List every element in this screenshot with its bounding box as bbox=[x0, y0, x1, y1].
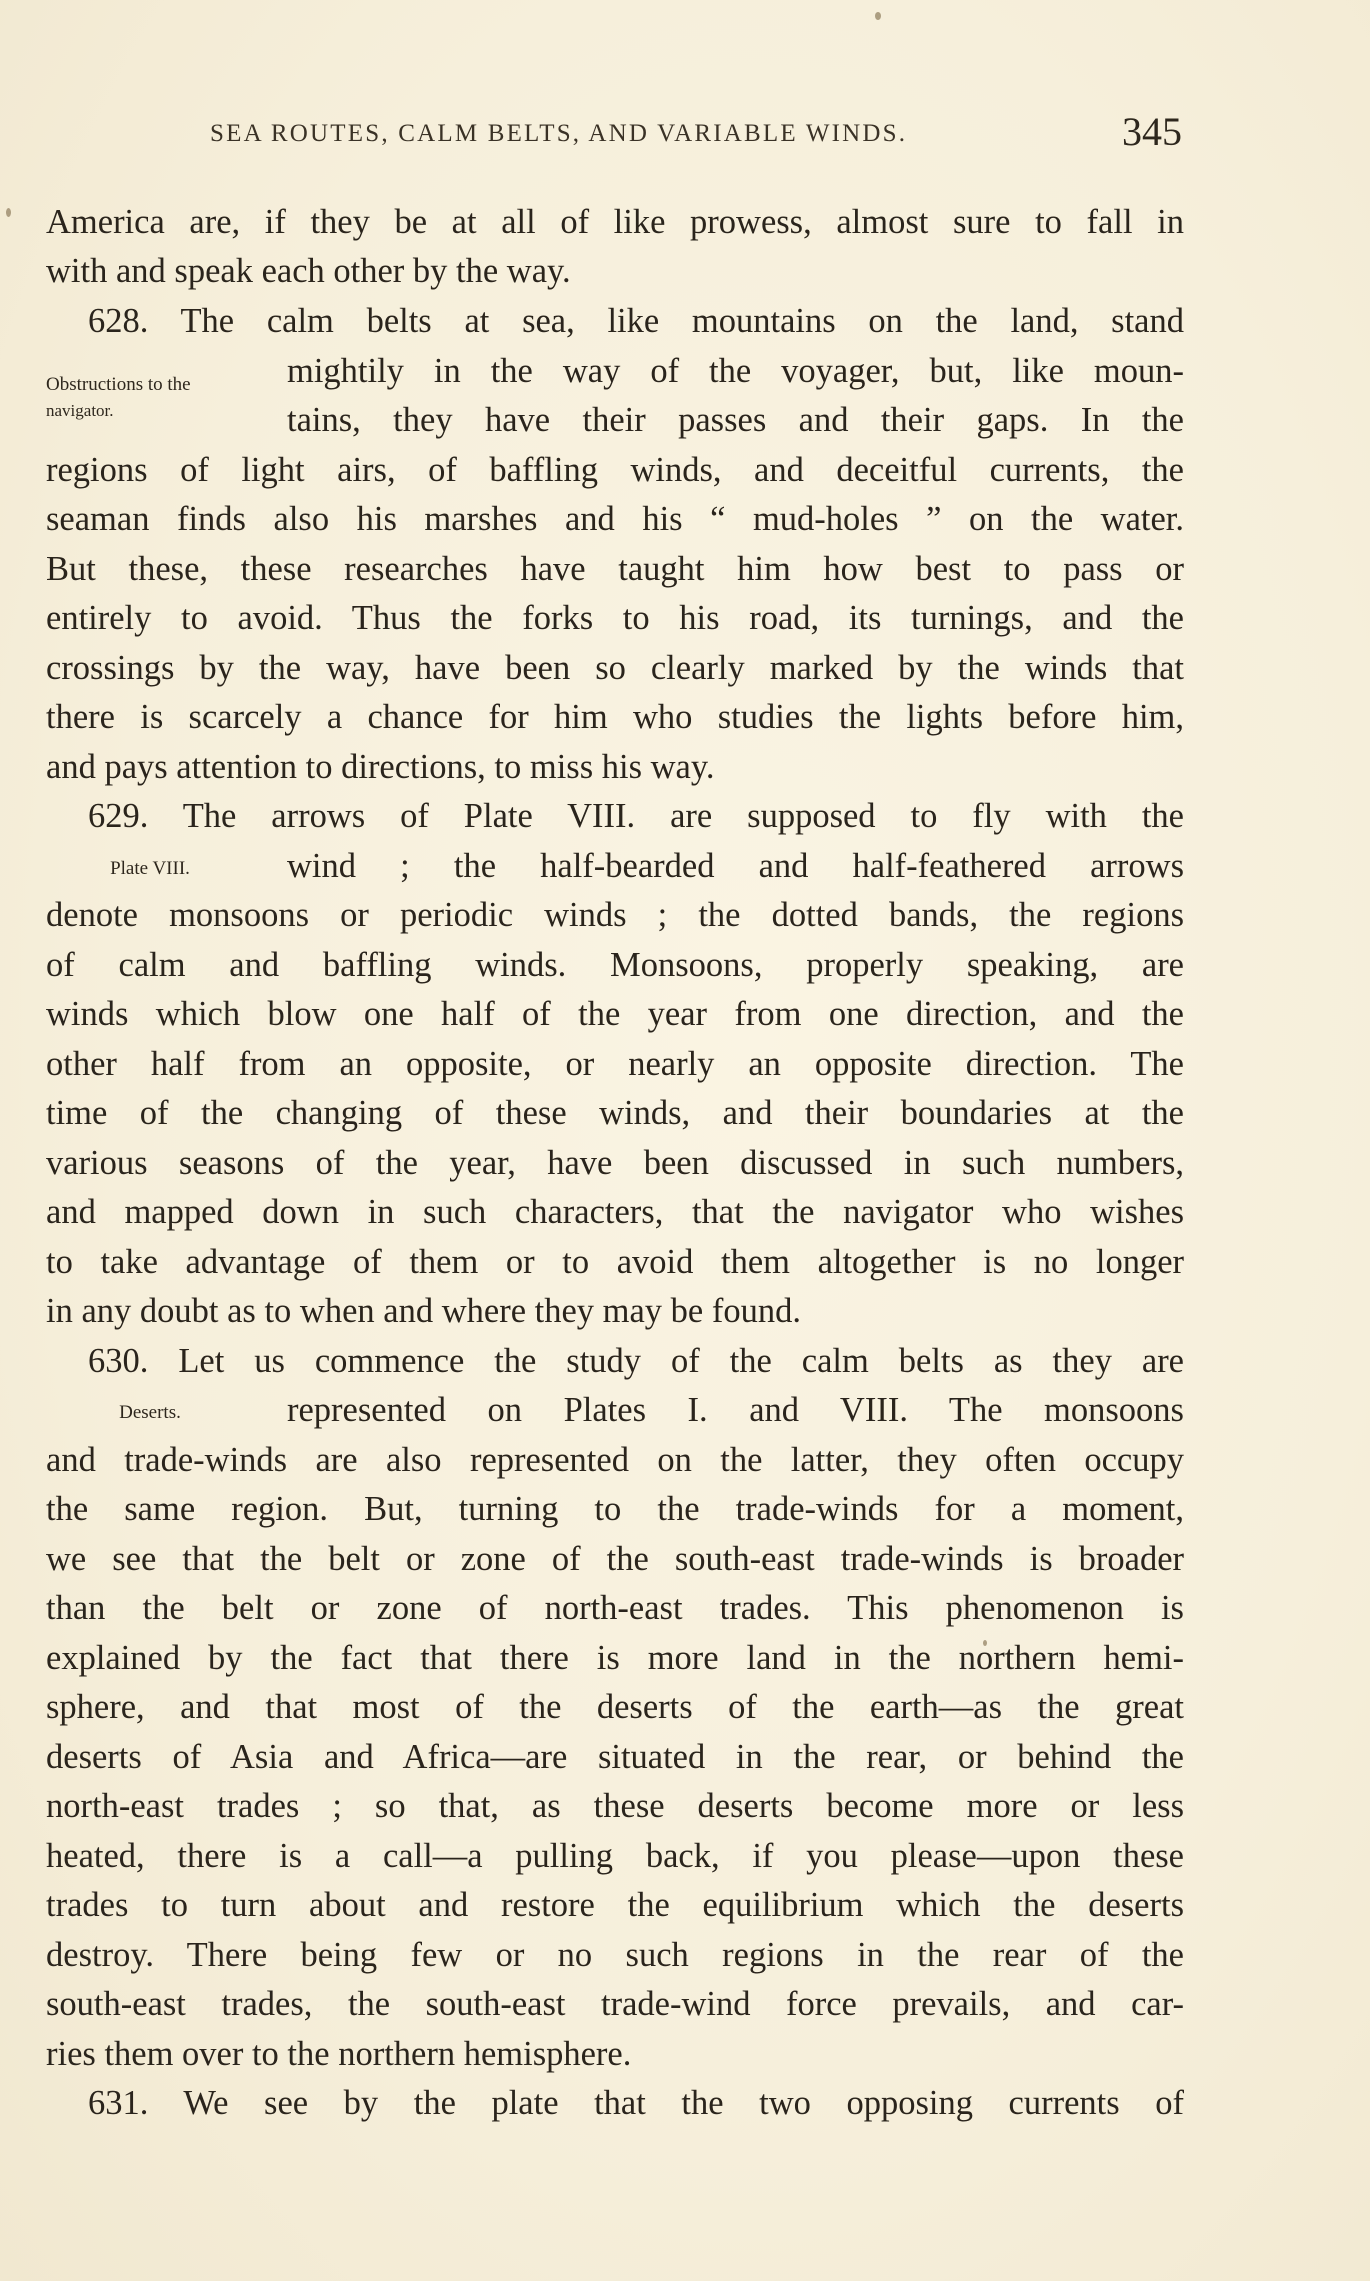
text-line: time of the changing of these winds, and their boundaries at the bbox=[46, 1094, 1184, 1132]
text-line: other half from an opposite, or nearly an opposite direction. The bbox=[46, 1045, 1184, 1083]
side-note-obstructions: Obstructions to the bbox=[46, 374, 191, 395]
text-line: 631. We see by the plate that the two opposing currents of bbox=[88, 2084, 1184, 2122]
text-line: and pays attention to directions, to miss his way. bbox=[46, 748, 715, 786]
ink-speck bbox=[875, 12, 881, 20]
text-line: entirely to avoid. Thus the forks to his road, its turnings, and the bbox=[46, 599, 1184, 637]
text-line: denote monsoons or periodic winds ; the dotted bands, the regions bbox=[46, 896, 1184, 934]
text-line: wind ; the half-bearded and half-feathered arrows bbox=[287, 847, 1184, 885]
text-line: than the belt or zone of north-east trades. This phenomenon is bbox=[46, 1589, 1184, 1627]
text-line: tains, they have their passes and their gaps. In the bbox=[287, 401, 1184, 439]
text-line: heated, there is a call—a pulling back, if you please—upon these bbox=[46, 1837, 1184, 1875]
running-head: SEA ROUTES, CALM BELTS, AND VARIABLE WINDS. bbox=[210, 120, 908, 147]
text-line: 630. Let us commence the study of the calm belts as they are bbox=[88, 1342, 1184, 1380]
text-line: to take advantage of them or to avoid them altogether is no longer bbox=[46, 1243, 1184, 1281]
text-line: in any doubt as to when and where they may be found. bbox=[46, 1292, 801, 1330]
text-line: deserts of Asia and Africa—are situated in the rear, or behind the bbox=[46, 1738, 1184, 1776]
page-number: 345 bbox=[1122, 109, 1182, 154]
text-line: and trade-winds are also represented on the latter, they often occupy bbox=[46, 1441, 1184, 1479]
text-line: various seasons of the year, have been discussed in such numbers, bbox=[46, 1144, 1184, 1182]
text-line: sphere, and that most of the deserts of the earth—as the great bbox=[46, 1688, 1184, 1726]
text-line: and mapped down in such characters, that the navigator who wishes bbox=[46, 1193, 1184, 1231]
text-line: mightily in the way of the voyager, but, like moun- bbox=[287, 352, 1184, 390]
text-line: north-east trades ; so that, as these deserts become more or less bbox=[46, 1787, 1184, 1825]
text-line: with and speak each other by the way. bbox=[46, 252, 571, 290]
text-line: America are, if they be at all of like prowess, almost sure to fall in bbox=[46, 203, 1184, 241]
text-line: represented on Plates I. and VIII. The monsoons bbox=[287, 1391, 1184, 1429]
text-line: But these, these researches have taught him how best to pass or bbox=[46, 550, 1184, 588]
page-header bbox=[210, 108, 1182, 158]
text-line: destroy. There being few or no such regions in the rear of the bbox=[46, 1936, 1184, 1974]
ink-speck bbox=[6, 208, 11, 217]
text-line: there is scarcely a chance for him who studies the lights before him, bbox=[46, 698, 1184, 736]
text-line: regions of light airs, of baffling winds, and deceitful currents, the bbox=[46, 451, 1184, 489]
text-line: crossings by the way, have been so clearly marked by the winds that bbox=[46, 649, 1184, 687]
text-line: winds which blow one half of the year from one direction, and the bbox=[46, 995, 1184, 1033]
text-line: we see that the belt or zone of the south-east trade-winds is broader bbox=[46, 1540, 1184, 1578]
side-note-obstructions-cont: navigator. bbox=[46, 401, 114, 420]
text-line: 629. The arrows of Plate VIII. are supposed to fly with the bbox=[88, 797, 1184, 835]
text-line: trades to turn about and restore the equilibrium which the deserts bbox=[46, 1886, 1184, 1924]
side-note-plate: Plate VIII. bbox=[110, 858, 190, 879]
text-line: ries them over to the northern hemisphere. bbox=[46, 2035, 632, 2073]
text-line: of calm and baffling winds. Monsoons, properly speaking, are bbox=[46, 946, 1184, 984]
text-line: the same region. But, turning to the trade-winds for a moment, bbox=[46, 1490, 1184, 1528]
text-line: south-east trades, the south-east trade-wind force prevails, and car- bbox=[46, 1985, 1184, 2023]
side-note-deserts: Deserts. bbox=[119, 1402, 181, 1423]
text-line: seaman finds also his marshes and his “ mud-holes ” on the water. bbox=[46, 500, 1184, 538]
text-line: 628. The calm belts at sea, like mountains on the land, stand bbox=[88, 302, 1184, 340]
text-line: explained by the fact that there is more land in the northern hemi- bbox=[46, 1639, 1184, 1677]
